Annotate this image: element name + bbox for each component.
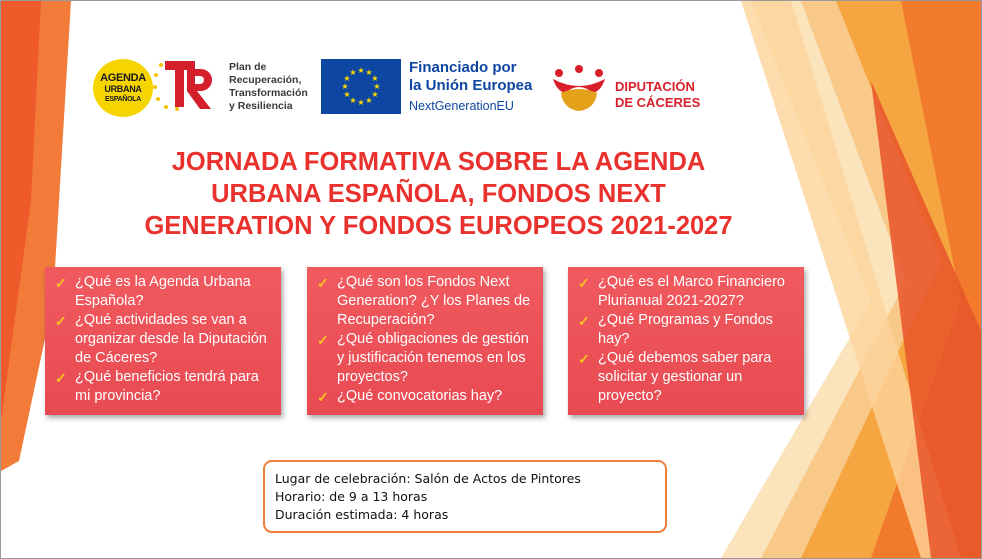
list-item <box>576 273 796 311</box>
diputacion-text <box>615 79 700 111</box>
recovery-plan-text <box>229 61 308 113</box>
eu-stars-icon <box>321 59 401 114</box>
question-text: ¿Qué actividades se van a organizar desde la Diputación de Cáceres? <box>75 312 267 366</box>
svg-text:★: ★ <box>343 74 351 83</box>
svg-text:★: ★ <box>349 96 357 105</box>
list-item <box>53 311 273 368</box>
svg-text:★: ★ <box>357 66 365 75</box>
title-line: URBANA ESPAÑOLA, FONDOS NEXT <box>211 180 666 208</box>
diputacion-logo-icon <box>549 63 609 113</box>
question-box-next-generation <box>307 267 543 415</box>
list-item <box>315 273 535 330</box>
recovery-plan-line: Recuperación, <box>229 74 302 86</box>
agenda-urbana-logo <box>93 59 155 117</box>
agenda-logo-line1: AGENDA <box>100 72 146 84</box>
checkmark-icon: ✓ <box>578 275 590 291</box>
list-item <box>53 273 273 311</box>
event-info-box <box>263 460 667 533</box>
checkmark-icon: ✓ <box>578 351 590 367</box>
question-box-financial-framework <box>568 267 804 415</box>
question-box-agenda <box>45 267 281 415</box>
eu-line3: NextGenerationEU <box>409 99 514 113</box>
eu-line2: la Unión Europea <box>409 77 533 94</box>
list-item <box>53 368 273 406</box>
diputacion-line2: DE CÁCERES <box>615 95 701 110</box>
list-item <box>576 311 796 349</box>
event-place: Lugar de celebración: Salón de Actos de Pintores <box>275 471 581 486</box>
question-text: ¿Qué obligaciones de gestión y justificación tenemos en los proyectos? <box>337 331 529 385</box>
checkmark-icon: ✓ <box>55 370 67 386</box>
event-duration: Duración estimada: 4 horas <box>275 507 449 522</box>
question-text: ¿Qué Programas y Fondos hay? <box>598 312 773 347</box>
eu-funding-text <box>409 59 532 115</box>
svg-text:★: ★ <box>365 96 373 105</box>
question-text: ¿Qué debemos saber para solicitar y gestionar un proyecto? <box>598 350 772 404</box>
question-text: ¿Qué es la Agenda Urbana Española? <box>75 274 251 309</box>
title-line: GENERATION Y FONDOS EUROPEOS 2021-2027 <box>144 212 733 240</box>
question-text: ¿Qué es el Marco Financiero Plurianual 2021-2027? <box>598 274 785 309</box>
svg-text:★: ★ <box>371 74 379 83</box>
agenda-logo-line3: ESPAÑOLA <box>105 96 141 103</box>
recovery-plan-line: Transformación <box>229 87 308 99</box>
agenda-logo-line2: URBANA <box>104 84 142 94</box>
question-text: ¿Qué beneficios tendrá para mi provincia? <box>75 369 259 404</box>
checkmark-icon: ✓ <box>578 313 590 329</box>
checkmark-icon: ✓ <box>55 313 67 329</box>
recovery-plan-line: Plan de <box>229 61 267 73</box>
question-text: ¿Qué son los Fondos Next Generation? ¿Y los Planes de Recuperación? <box>337 274 531 328</box>
list-item <box>315 330 535 387</box>
event-schedule: Horario: de 9 a 13 horas <box>275 489 428 504</box>
checkmark-icon: ✓ <box>317 275 329 291</box>
svg-text:★: ★ <box>373 82 381 91</box>
svg-text:★: ★ <box>341 82 349 91</box>
svg-text:★: ★ <box>357 98 365 107</box>
svg-text:★: ★ <box>343 90 351 99</box>
svg-text:★: ★ <box>365 68 373 77</box>
eu-flag-icon <box>321 59 401 114</box>
list-item <box>315 387 535 406</box>
recovery-plan-line: y Resiliencia <box>229 100 293 112</box>
question-text: ¿Qué convocatorias hay? <box>337 388 503 404</box>
checkmark-icon: ✓ <box>317 389 329 405</box>
diputacion-line1: DIPUTACIÓN <box>615 79 695 94</box>
checkmark-icon: ✓ <box>55 275 67 291</box>
svg-text:★: ★ <box>371 90 379 99</box>
title-line: JORNADA FORMATIVA SOBRE LA AGENDA <box>171 148 706 176</box>
svg-text:★: ★ <box>349 68 357 77</box>
list-item <box>576 349 796 406</box>
eu-line1: Financiado por <box>409 59 517 76</box>
recovery-plan-logo-icon <box>151 57 221 113</box>
page-title <box>41 146 836 242</box>
checkmark-icon: ✓ <box>317 332 329 348</box>
